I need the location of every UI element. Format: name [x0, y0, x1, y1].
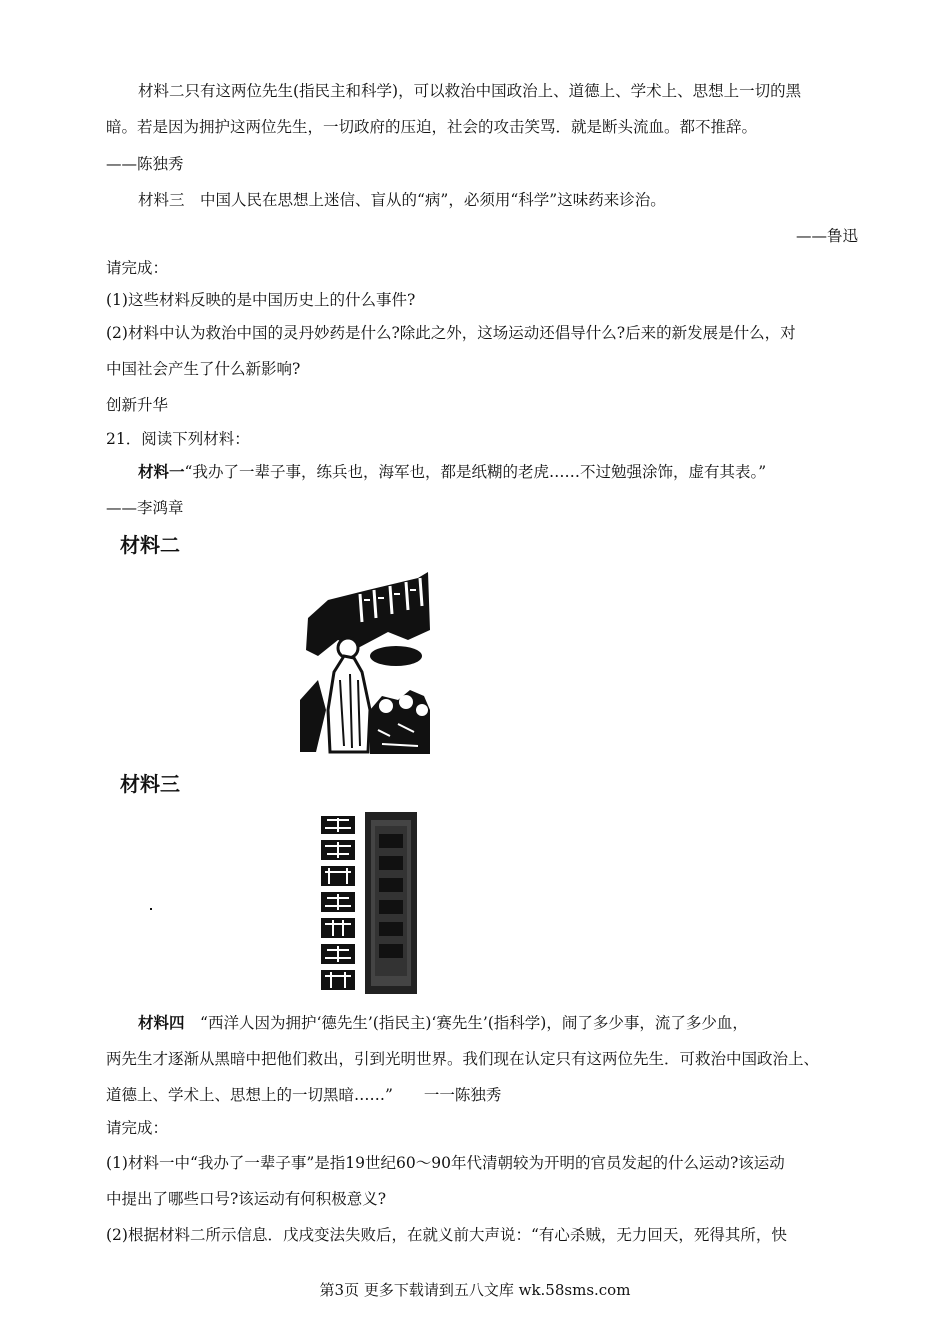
text-line: 暗。若是因为拥护这两位先生，一切政府的压迫，社会的攻击笑骂．就是断头流血。都不推辞。 [106, 118, 758, 136]
text-line: 道德上、学术上、思想上的一切黑暗……” 一一陈独秀 [106, 1086, 502, 1104]
text-line: 两先生才逐渐从黑暗中把他们救出，引到光明世界。我们现在认定只有这两位先生．可救治中国政治上、 [106, 1050, 820, 1068]
text-line [138, 1012, 748, 1034]
text-line: ——陈独秀 [106, 155, 184, 173]
question-line: 中国社会产生了什么新影响? [106, 360, 301, 378]
page-footer: 第3页 更多下载请到五八文库 wk.58sms.com [319, 1281, 631, 1299]
material-heading: 材料三 [120, 772, 180, 796]
question-line: (1)材料一中“我办了一辈子事”是指19世纪60～90年代清朝较为开明的官员发起的什么运动?该运动 [106, 1154, 785, 1172]
question-line: (2)材料中认为救治中国的灵丹妙药是什么?除此之外，这场运动还倡导什么?后来的新发展是什么，对 [106, 324, 796, 342]
question-line: (2)根据材料二所示信息．戊戌变法失败后，在就义前大声说：“有心杀贼，无力回天，死得其所，快 [106, 1226, 787, 1244]
text-line: 请完成： [106, 259, 169, 277]
material-label: 材料四 [138, 1013, 185, 1032]
material-text: “我办了一辈子事，练兵也，海军也，都是纸糊的老虎……不过勉强涂饰，虚有其表。” [184, 463, 767, 481]
speck [150, 908, 152, 910]
section-heading: 创新升华 [106, 396, 169, 414]
text-line: 材料二只有这两位先生(指民主和科学)，可以救治中国政治上、道德上、学术上、思想上一切的黑 [138, 82, 802, 100]
text-line: ——李鸿章 [106, 499, 184, 517]
text-line [138, 461, 766, 483]
newspaper-clipping [313, 806, 419, 998]
text-line: 请完成： [106, 1119, 169, 1137]
text-line: 材料三 中国人民在思想上迷信、盲从的“病”，必须用“科学”这味药来诊治。 [138, 191, 666, 209]
material-label: 材料一 [138, 462, 185, 481]
question-line: 中提出了哪些口号?该运动有何积极意义? [106, 1190, 387, 1208]
portrait-illustration [298, 560, 432, 754]
material-heading: 材料二 [120, 533, 180, 557]
question-number: 21．阅读下列材料： [106, 430, 250, 448]
question-line: (1)这些材料反映的是中国历史上的什么事件? [106, 291, 416, 309]
text-line: ——鲁迅 [795, 227, 858, 245]
material-text: “西洋人因为拥护‘德先生’(指民主)‘赛先生’(指科学)，闹了多少事，流了多少血， [184, 1014, 748, 1032]
